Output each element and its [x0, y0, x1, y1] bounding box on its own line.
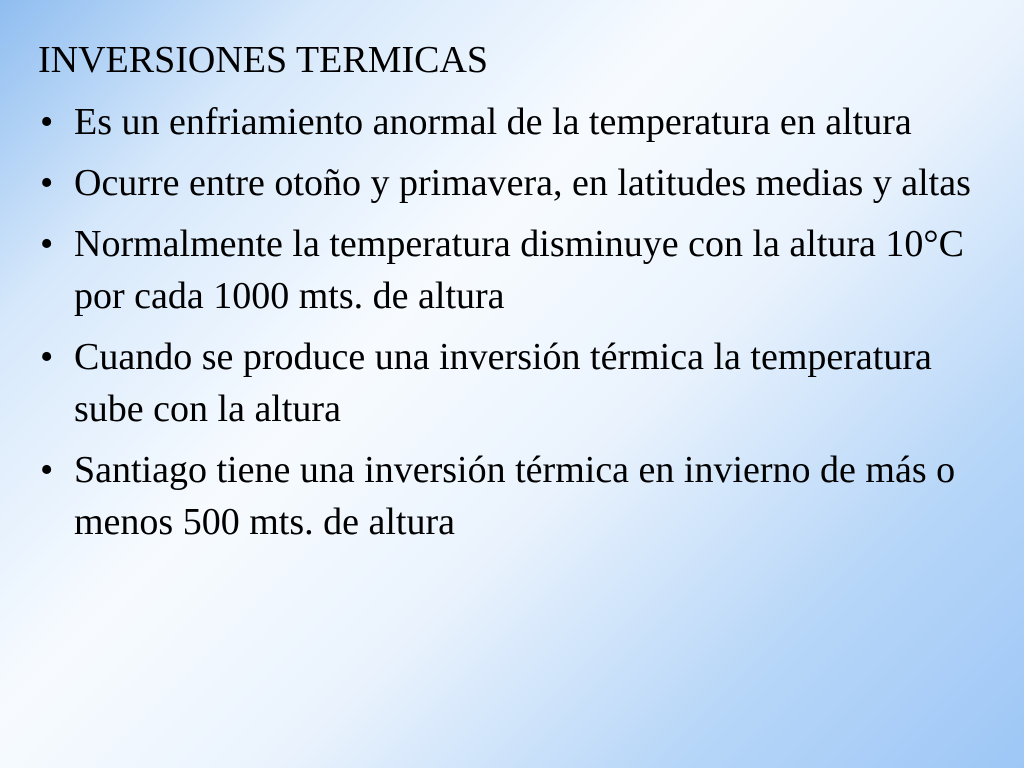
- bullet-item: [38, 96, 988, 148]
- bullet-text: Es un enfriamiento anormal de la temperatura en altura: [74, 101, 912, 143]
- bullet-text: Santiago tiene una inversión térmica en invierno de más o menos 500 mts. de altura: [74, 449, 956, 543]
- bullet-dot-icon: •: [40, 449, 54, 491]
- bullet-text: Cuando se produce una inversión térmica la temperatura sube con la altura: [74, 336, 932, 430]
- bullet-dot-icon: •: [40, 162, 54, 204]
- bullet-text: Ocurre entre otoño y primavera, en latitudes medias y altas: [74, 162, 971, 204]
- bullet-dot-icon: •: [40, 336, 54, 378]
- bullet-list: [38, 96, 988, 548]
- bullet-item: [38, 157, 988, 209]
- bullet-dot-icon: •: [40, 101, 54, 143]
- bullet-item: [38, 444, 988, 548]
- bullet-text: Normalmente la temperatura disminuye con la altura 10°C por cada 1000 mts. de altura: [74, 223, 964, 317]
- bullet-item: [38, 218, 988, 322]
- slide-title: INVERSIONES TERMICAS: [38, 39, 489, 81]
- bullet-dot-icon: •: [40, 223, 54, 265]
- slide-content: [38, 34, 988, 557]
- bullet-item: [38, 331, 988, 435]
